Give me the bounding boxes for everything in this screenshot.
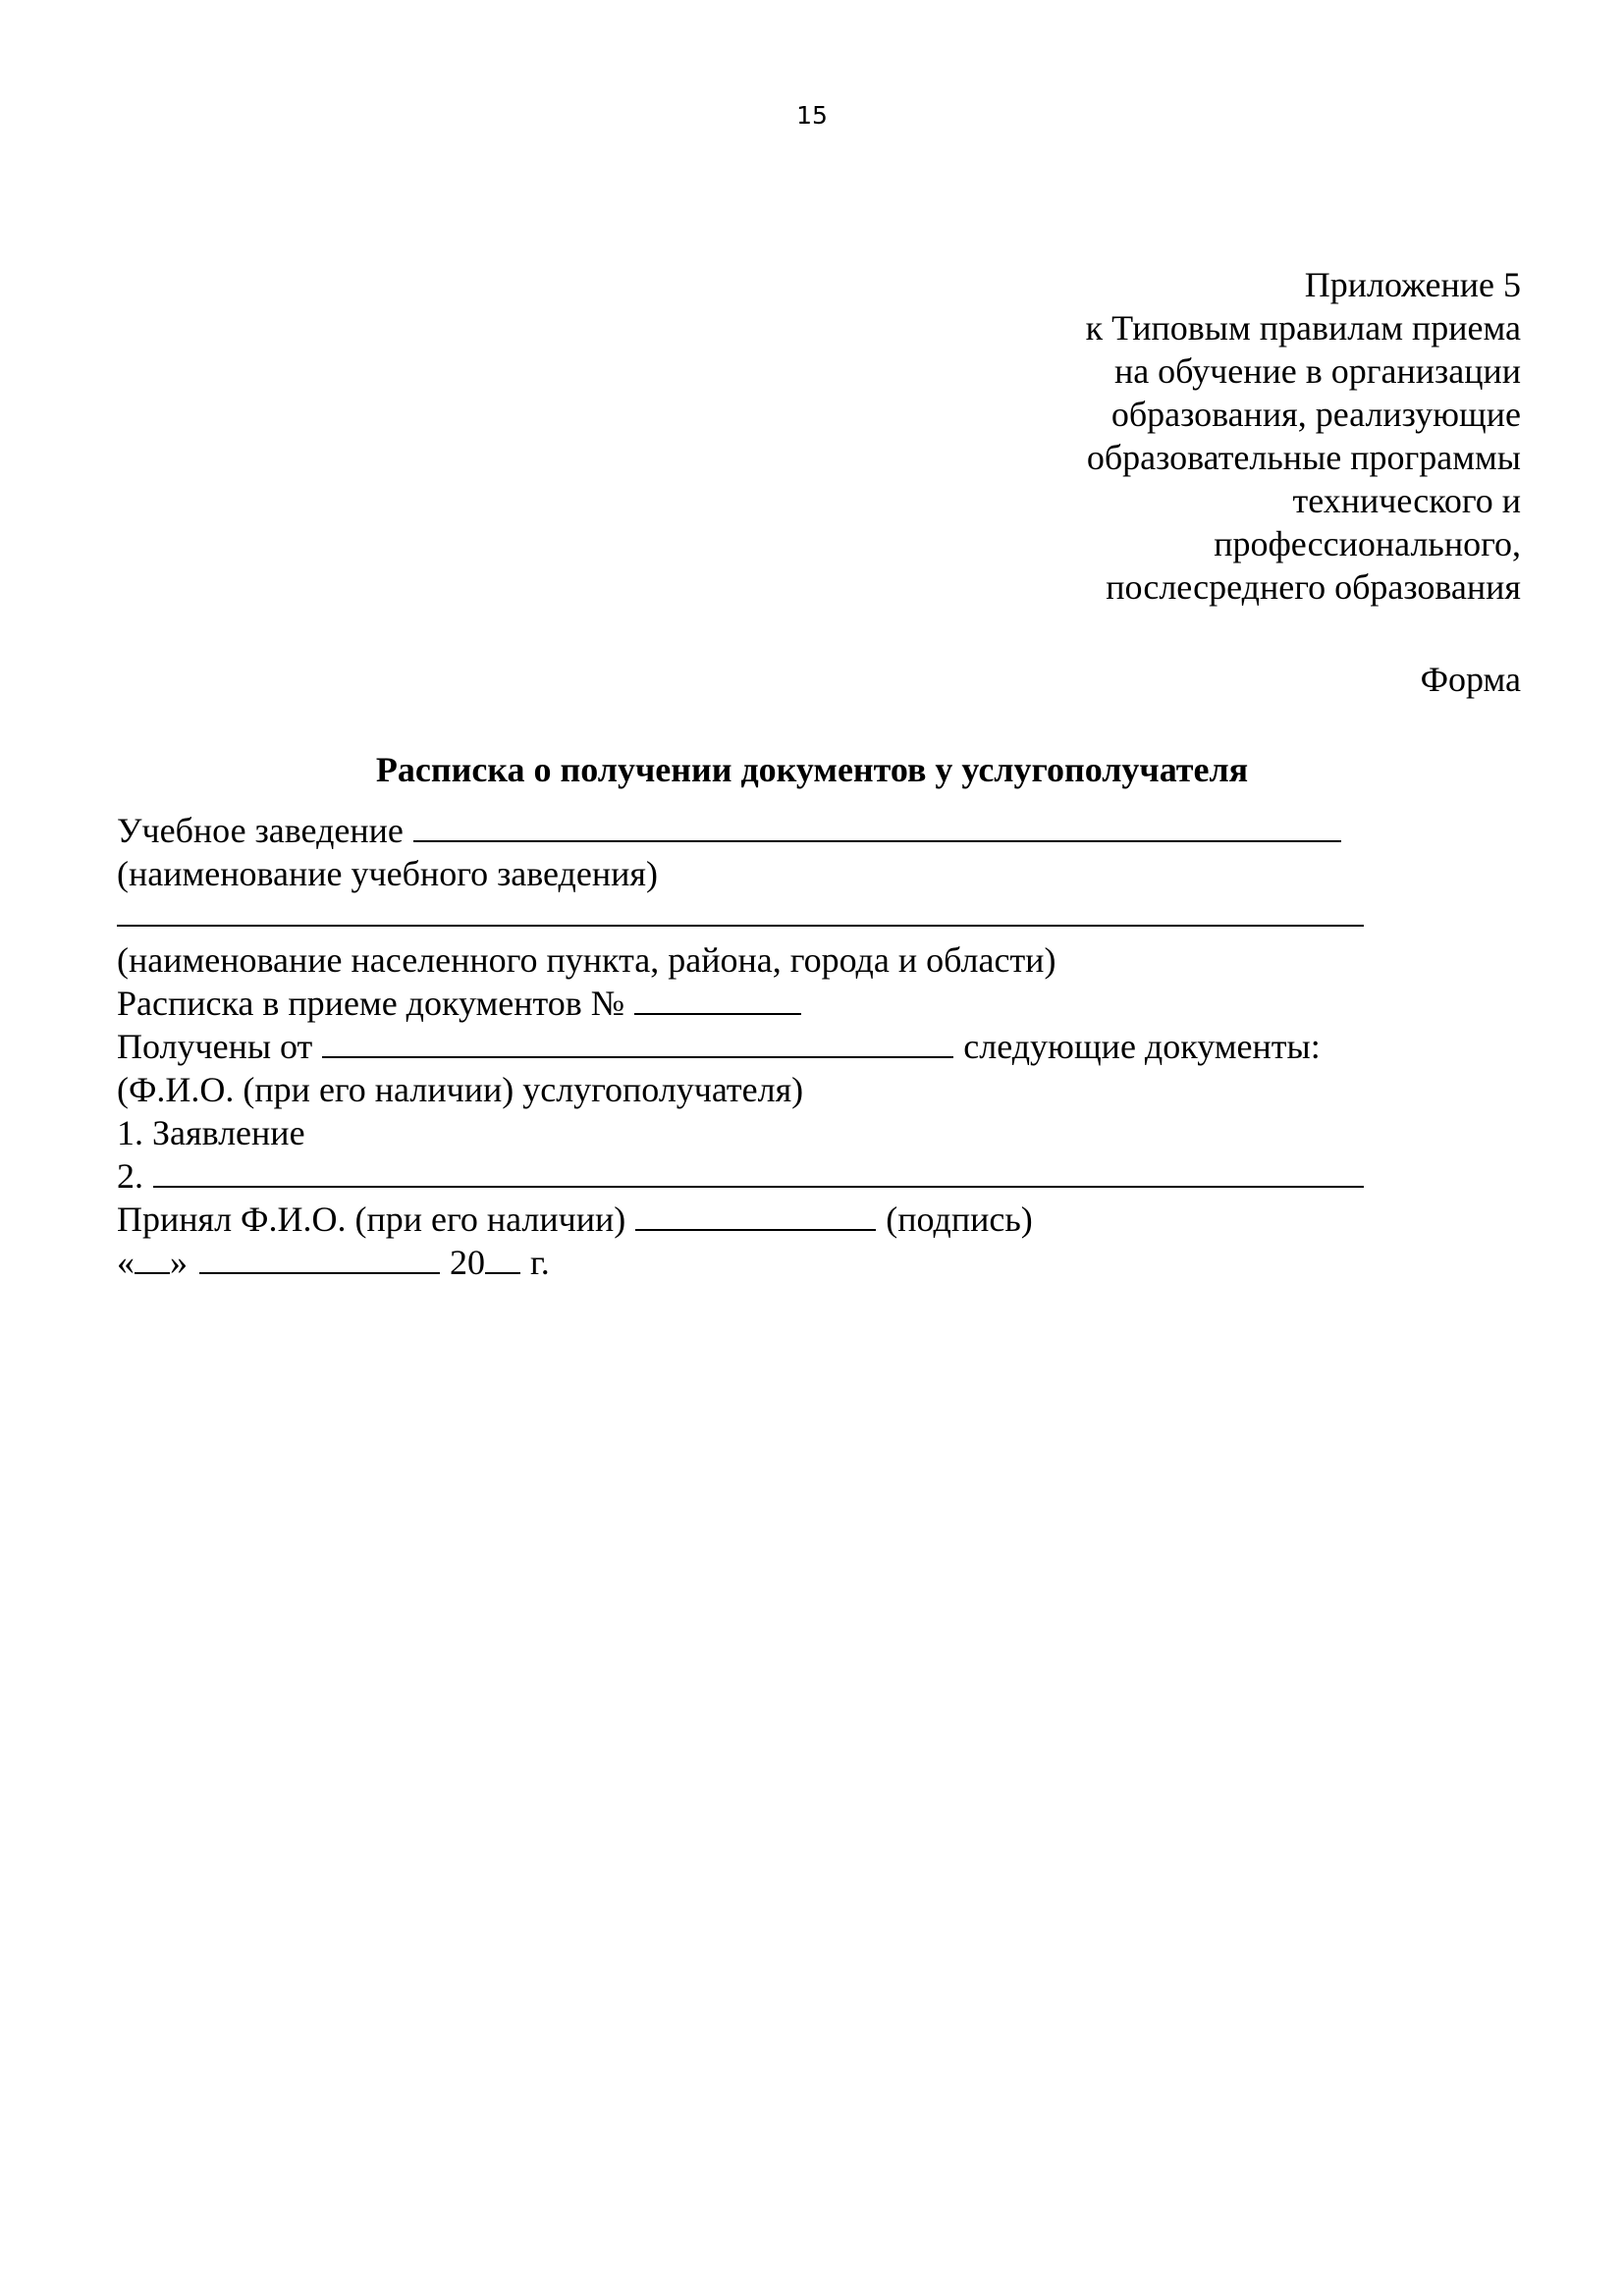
appendix-line: послесреднего образования — [1106, 567, 1521, 607]
document-item-2-prefix: 2. — [117, 1156, 143, 1196]
received-from-row — [117, 1025, 1364, 1068]
appendix-line: Приложение 5 — [1304, 265, 1521, 304]
document-item-2-blank[interactable] — [153, 1156, 1364, 1188]
appendix-line: профессионального, — [1214, 524, 1521, 563]
locality-blank-row — [117, 895, 1364, 938]
date-year-prefix: 20 — [450, 1243, 485, 1282]
following-documents-label: следующие документы: — [963, 1027, 1321, 1066]
appendix-line: на обучение в организации — [1113, 351, 1521, 391]
received-from-label: Получены от — [117, 1027, 313, 1066]
applicant-hint: (Ф.И.О. (при его наличии) услугополучателя) — [117, 1070, 804, 1109]
locality-blank[interactable] — [117, 895, 1364, 927]
appendix-line: к Типовым правилам приема — [1085, 308, 1521, 347]
appendix-line: образовательные программы — [1086, 438, 1521, 477]
date-year-suffix: г. — [530, 1243, 550, 1282]
institution-label: Учебное заведение — [117, 811, 404, 850]
document-item-2 — [117, 1154, 1364, 1198]
receipt-label: Расписка в приеме документов № — [117, 984, 625, 1023]
document-title: Расписка о получении документов у услугополучателя — [375, 750, 1249, 789]
appendix-reference — [1086, 263, 1521, 609]
date-year-blank[interactable] — [485, 1243, 520, 1274]
accepted-by-row — [117, 1198, 1364, 1241]
accepted-label: Принял Ф.И.О. (при его наличии) — [117, 1200, 626, 1239]
signature-hint: (подпись) — [886, 1200, 1033, 1239]
document-item-1-label: 1. Заявление — [117, 1113, 305, 1152]
date-month-blank[interactable] — [199, 1243, 440, 1274]
locality-hint: (наименование населенного пункта, района, города и области) — [117, 940, 1056, 980]
document-item-1 — [117, 1111, 1364, 1154]
date-row — [117, 1241, 1364, 1284]
date-open-quote: « — [117, 1243, 135, 1282]
receipt-number-blank[interactable] — [634, 984, 801, 1015]
appendix-line: образования, реализующие — [1110, 395, 1521, 434]
institution-hint-row — [117, 852, 1364, 895]
locality-hint-row — [117, 938, 1364, 982]
institution-hint: (наименование учебного заведения) — [117, 854, 658, 893]
date-close-quote: » — [170, 1243, 188, 1282]
receipt-number-row — [117, 982, 1364, 1025]
institution-row — [117, 809, 1364, 852]
appendix-line: технического и — [1292, 481, 1521, 520]
form-label: Форма — [1420, 660, 1521, 699]
applicant-name-blank[interactable] — [322, 1027, 953, 1058]
page-number: 15 — [796, 101, 828, 130]
receipt-form — [117, 809, 1364, 1284]
date-day-blank[interactable] — [135, 1243, 170, 1274]
institution-blank[interactable] — [413, 811, 1341, 842]
applicant-hint-row — [117, 1068, 1364, 1111]
signature-blank[interactable] — [635, 1200, 876, 1231]
